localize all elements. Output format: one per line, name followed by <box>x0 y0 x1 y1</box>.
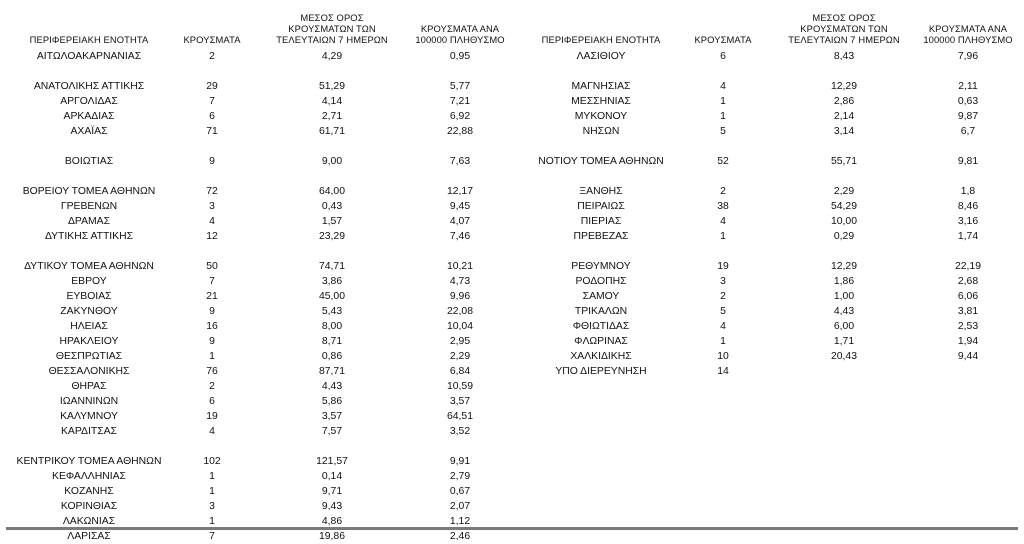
cell-avg7: 8,43 <box>833 51 855 62</box>
cell-cases: 4 <box>720 81 726 92</box>
spacer-row <box>0 64 516 79</box>
cell-avg7: 8,00 <box>321 321 343 332</box>
cell-avg7: 7,57 <box>321 426 343 437</box>
cell-per100k: 2,29 <box>449 351 471 362</box>
table-row <box>0 409 516 424</box>
cell-cases: 5 <box>720 126 726 137</box>
header-avg7-line2: ΚΡΟΥΣΜΑΤΩΝ ΤΩΝ <box>800 23 888 34</box>
cell-region: ΑΧΑΪΑΣ <box>70 126 108 137</box>
cell-cases: 76 <box>206 366 218 377</box>
cell-region: ΒΟΙΩΤΙΑΣ <box>64 156 114 167</box>
cell-cases: 9 <box>209 306 215 317</box>
table-row <box>0 184 516 199</box>
cell-avg7: 19,86 <box>318 531 345 542</box>
cell-avg7: 9,00 <box>321 156 343 167</box>
cell-avg7: 45,00 <box>318 291 345 302</box>
cell-per100k: 4,07 <box>449 216 471 227</box>
cell-cases: 1 <box>209 486 215 497</box>
cell-region: ΑΝΑΤΟΛΙΚΗΣ ΑΤΤΙΚΗΣ <box>33 81 145 92</box>
table-row <box>516 334 1022 349</box>
cell-region: ΔΡΑΜΑΣ <box>67 216 111 227</box>
table-row <box>516 319 1022 334</box>
cell-cases: 6 <box>720 51 726 62</box>
header-per100k-line1: ΚΡΟΥΣΜΑΤΑ ΑΝΑ <box>928 23 1008 34</box>
header-avg7 <box>774 12 914 45</box>
table-row <box>0 79 516 94</box>
cell-per100k: 9,81 <box>957 156 979 167</box>
table-row <box>0 364 516 379</box>
cell-cases: 2 <box>209 381 215 392</box>
cell-region: ΓΡΕΒΕΝΩΝ <box>60 201 118 212</box>
cell-region: ΚΟΖΑΝΗΣ <box>64 486 114 497</box>
header-avg7-line3: ΤΕΛΕΥΤΑΙΩΝ 7 ΗΜΕΡΩΝ <box>788 34 900 45</box>
cell-region: ΤΡΙΚΑΛΩΝ <box>574 306 628 317</box>
cell-per100k: 2,11 <box>958 81 978 92</box>
header-per100k-line1: ΚΡΟΥΣΜΑΤΑ ΑΝΑ <box>420 23 500 34</box>
table-row <box>0 319 516 334</box>
header-region-text: ΠΕΡΙΦΕΡΕΙΑΚΗ ΕΝΟΤΗΤΑ <box>29 34 149 45</box>
table-row <box>0 379 516 394</box>
cell-avg7: 0,43 <box>321 201 343 212</box>
table-row <box>0 394 516 409</box>
cell-per100k: 1,94 <box>957 336 979 347</box>
cell-region: ΗΛΕΙΑΣ <box>70 321 108 332</box>
header-cases-text: ΚΡΟΥΣΜΑΤΑ <box>183 34 241 45</box>
table-row <box>516 289 1022 304</box>
cell-per100k: 6,7 <box>960 126 976 137</box>
cell-per100k: 2,68 <box>957 276 979 287</box>
cell-cases: 16 <box>206 321 218 332</box>
cell-avg7: 1,86 <box>833 276 855 287</box>
cell-region: ΖΑΚΥΝΘΟΥ <box>60 306 118 317</box>
table-row <box>0 199 516 214</box>
cell-region: ΔΥΤΙΚΟΥ ΤΟΜΕΑ ΑΘΗΝΩΝ <box>24 261 154 272</box>
cell-per100k: 22,88 <box>446 126 473 137</box>
cell-avg7: 3,57 <box>321 411 343 422</box>
table-row <box>0 484 516 499</box>
cell-cases: 9 <box>209 336 215 347</box>
table-row <box>516 94 1022 109</box>
cell-per100k: 2,95 <box>449 336 471 347</box>
cell-per100k: 4,73 <box>449 276 471 287</box>
cell-cases: 2 <box>209 51 215 62</box>
spacer-row <box>516 244 1022 259</box>
cell-region: ΦΘΙΩΤΙΔΑΣ <box>572 321 630 332</box>
cell-region: ΝΟΤΙΟΥ ΤΟΜΕΑ ΑΘΗΝΩΝ <box>538 156 664 167</box>
table-row <box>0 229 516 244</box>
cell-per100k: 7,63 <box>449 156 471 167</box>
spacer-row <box>0 439 516 454</box>
cell-cases: 14 <box>717 366 729 377</box>
cell-cases: 9 <box>209 156 215 167</box>
cell-avg7: 20,43 <box>830 351 857 362</box>
cell-region: ΚΑΛΥΜΝΟΥ <box>60 411 118 422</box>
cell-region: ΙΩΑΝΝΙΝΩΝ <box>59 396 119 407</box>
cell-cases: 10 <box>717 351 729 362</box>
table-row <box>516 184 1022 199</box>
cell-per100k: 0,67 <box>449 486 471 497</box>
cell-avg7: 23,29 <box>318 231 345 242</box>
cell-avg7: 5,43 <box>321 306 343 317</box>
cell-per100k: 7,96 <box>957 51 979 62</box>
table-row <box>516 259 1022 274</box>
table-header-right <box>516 0 1022 48</box>
cell-avg7: 8,71 <box>321 336 343 347</box>
cell-cases: 1 <box>209 516 215 527</box>
cell-per100k: 9,87 <box>957 111 979 122</box>
cell-cases: 21 <box>206 291 218 302</box>
cell-avg7: 3,86 <box>321 276 343 287</box>
cell-cases: 3 <box>209 201 215 212</box>
cell-avg7: 4,29 <box>321 51 343 62</box>
cell-cases: 2 <box>720 186 726 197</box>
cell-cases: 1 <box>209 471 215 482</box>
table-row <box>0 304 516 319</box>
cell-region: ΥΠΟ ΔΙΕΡΕΥΝΗΣΗ <box>555 366 647 377</box>
cell-avg7: 54,29 <box>830 201 857 212</box>
table-row <box>516 124 1022 139</box>
cell-region: ΑΡΚΑΔΙΑΣ <box>63 111 115 122</box>
cell-per100k: 9,91 <box>449 456 471 467</box>
cell-region: ΦΛΩΡΙΝΑΣ <box>574 336 628 347</box>
cell-avg7: 74,71 <box>318 261 345 272</box>
cell-avg7: 2,14 <box>833 111 855 122</box>
cell-per100k: 5,77 <box>449 81 471 92</box>
cell-avg7: 4,43 <box>833 306 855 317</box>
cell-per100k: 9,44 <box>957 351 979 362</box>
table-row <box>0 499 516 514</box>
cell-cases: 1 <box>720 111 726 122</box>
cell-per100k: 1,8 <box>960 186 976 197</box>
cell-region: ΚΕΦΑΛΛΗΝΙΑΣ <box>52 471 126 482</box>
cell-cases: 7 <box>209 276 215 287</box>
cell-region: ΕΒΡΟΥ <box>71 276 107 287</box>
cell-cases: 4 <box>720 216 726 227</box>
cell-avg7: 6,00 <box>833 321 855 332</box>
cell-avg7: 2,71 <box>321 111 343 122</box>
header-per100k <box>405 23 515 45</box>
cell-cases: 7 <box>209 531 215 542</box>
table-row <box>516 199 1022 214</box>
table-row <box>0 289 516 304</box>
cell-region: ΞΑΝΘΗΣ <box>579 186 623 197</box>
cell-avg7: 0,86 <box>321 351 343 362</box>
cell-cases: 1 <box>720 231 726 242</box>
table-row <box>0 469 516 484</box>
cell-cases: 1 <box>720 96 726 107</box>
cell-cases: 6 <box>209 396 215 407</box>
cell-cases: 4 <box>209 426 215 437</box>
cell-avg7: 2,29 <box>833 186 855 197</box>
cell-region: ΠΡΕΒΕΖΑΣ <box>573 231 629 242</box>
spacer-row <box>516 64 1022 79</box>
cell-cases: 50 <box>206 261 218 272</box>
cell-region: ΗΡΑΚΛΕΙΟΥ <box>59 336 119 347</box>
cell-region: ΛΑΣΙΘΙΟΥ <box>576 51 626 62</box>
table-row <box>516 304 1022 319</box>
cell-region: ΧΑΛΚΙΔΙΚΗΣ <box>570 351 632 362</box>
cell-avg7: 61,71 <box>318 126 345 137</box>
cell-region: ΜΑΓΝΗΣΙΑΣ <box>571 81 631 92</box>
header-cases <box>170 34 254 45</box>
cell-region: ΚΑΡΔΙΤΣΑΣ <box>61 426 117 437</box>
table-row <box>0 349 516 364</box>
header-avg7-line2: ΚΡΟΥΣΜΑΤΩΝ ΤΩΝ <box>288 23 376 34</box>
cell-region: ΛΑΡΙΣΑΣ <box>67 531 111 542</box>
cell-cases: 102 <box>203 456 221 467</box>
cell-per100k: 9,96 <box>449 291 471 302</box>
cell-avg7: 1,00 <box>833 291 855 302</box>
cell-region: ΛΑΚΩΝΙΑΣ <box>62 516 116 527</box>
spacer-row <box>0 139 516 154</box>
header-per100k <box>914 23 1022 45</box>
header-avg7 <box>262 12 402 45</box>
cell-per100k: 2,79 <box>449 471 471 482</box>
header-avg7-line1: ΜΕΣΟΣ ΟΡΟΣ <box>812 12 876 23</box>
cell-per100k: 6,84 <box>449 366 471 377</box>
cell-per100k: 2,53 <box>957 321 979 332</box>
cell-region: ΘΕΣΠΡΩΤΙΑΣ <box>55 351 123 362</box>
cell-per100k: 1,74 <box>957 231 979 242</box>
cell-avg7: 55,71 <box>830 156 857 167</box>
cell-cases: 4 <box>209 216 215 227</box>
table-row <box>0 454 516 469</box>
cell-avg7: 2,86 <box>833 96 855 107</box>
cell-region: ΘΕΣΣΑΛΟΝΙΚΗΣ <box>48 366 130 377</box>
header-per100k-line2: 100000 ΠΛΗΘΥΣΜΟ <box>923 34 1013 45</box>
cell-avg7: 0,14 <box>321 471 343 482</box>
cell-per100k: 3,57 <box>449 396 471 407</box>
cell-avg7: 5,86 <box>321 396 343 407</box>
cell-region: ΑΡΓΟΛΙΔΑΣ <box>60 96 118 107</box>
spacer-row <box>516 139 1022 154</box>
cell-region: ΠΙΕΡΙΑΣ <box>580 216 622 227</box>
table-row <box>0 259 516 274</box>
table-row <box>0 94 516 109</box>
cell-per100k: 6,92 <box>449 111 471 122</box>
cell-per100k: 7,21 <box>449 96 471 107</box>
cell-avg7: 121,57 <box>316 456 348 467</box>
cell-per100k: 10,04 <box>446 321 473 332</box>
cell-region: ΚΟΡΙΝΘΙΑΣ <box>60 501 118 512</box>
cell-region: ΚΕΝΤΡΙΚΟΥ ΤΟΜΕΑ ΑΘΗΝΩΝ <box>16 456 162 467</box>
cell-per100k: 22,19 <box>954 261 981 272</box>
cell-cases: 6 <box>209 111 215 122</box>
cell-cases: 7 <box>209 96 215 107</box>
table-row <box>516 214 1022 229</box>
table-row <box>516 49 1022 64</box>
cell-region: ΜΥΚΟΝΟΥ <box>574 111 628 122</box>
cell-cases: 71 <box>206 126 218 137</box>
cell-per100k: 8,46 <box>957 201 979 212</box>
table-row <box>516 364 1022 379</box>
table-header-left <box>0 0 516 48</box>
table-row <box>0 274 516 289</box>
table-row <box>516 109 1022 124</box>
cell-cases: 52 <box>717 156 729 167</box>
cell-cases: 5 <box>720 306 726 317</box>
cell-avg7: 3,14 <box>833 126 855 137</box>
cell-per100k: 3,52 <box>449 426 471 437</box>
header-region <box>4 34 174 45</box>
cell-per100k: 6,06 <box>957 291 979 302</box>
header-region-text: ΠΕΡΙΦΕΡΕΙΑΚΗ ΕΝΟΤΗΤΑ <box>541 34 661 45</box>
header-per100k-line2: 100000 ΠΛΗΘΥΣΜΟ <box>415 34 505 45</box>
cell-avg7: 4,14 <box>321 96 343 107</box>
cell-cases: 12 <box>206 231 218 242</box>
cell-region: ΠΕΙΡΑΙΩΣ <box>577 201 625 212</box>
cell-per100k: 12,17 <box>446 186 473 197</box>
cell-cases: 4 <box>720 321 726 332</box>
cell-region: ΡΕΘΥΜΝΟΥ <box>571 261 631 272</box>
cell-region: ΑΙΤΩΛΟΑΚΑΡΝΑΝΙΑΣ <box>36 51 142 62</box>
table-row <box>0 109 516 124</box>
cell-cases: 19 <box>206 411 218 422</box>
cell-region: ΔΥΤΙΚΗΣ ΑΤΤΙΚΗΣ <box>44 231 134 242</box>
cell-cases: 72 <box>206 186 218 197</box>
table-row <box>0 154 516 169</box>
cell-per100k: 7,46 <box>449 231 471 242</box>
cell-region: ΡΟΔΟΠΗΣ <box>575 276 627 287</box>
spacer-row <box>0 169 516 184</box>
cell-avg7: 4,86 <box>321 516 343 527</box>
cell-avg7: 12,29 <box>830 81 857 92</box>
cell-per100k: 64,51 <box>446 411 473 422</box>
table-row <box>0 49 516 64</box>
table-row <box>0 424 516 439</box>
cell-avg7: 9,71 <box>321 486 343 497</box>
cell-per100k: 10,21 <box>446 261 473 272</box>
cell-avg7: 9,43 <box>321 501 343 512</box>
cell-per100k: 9,45 <box>449 201 471 212</box>
spacer-row <box>516 169 1022 184</box>
table-row <box>516 274 1022 289</box>
bottom-divider <box>6 527 1018 530</box>
header-avg7-line3: ΤΕΛΕΥΤΑΙΩΝ 7 ΗΜΕΡΩΝ <box>276 34 388 45</box>
spacer-row <box>0 244 516 259</box>
table-row <box>0 124 516 139</box>
header-avg7-line1: ΜΕΣΟΣ ΟΡΟΣ <box>300 12 364 23</box>
table-row <box>516 79 1022 94</box>
table-row <box>0 529 516 544</box>
cell-region: ΣΑΜΟΥ <box>582 291 620 302</box>
cell-per100k: 0,63 <box>957 96 979 107</box>
table-row <box>516 349 1022 364</box>
cell-per100k: 0,95 <box>449 51 471 62</box>
table-row <box>0 334 516 349</box>
cell-avg7: 51,29 <box>318 81 345 92</box>
cell-cases: 29 <box>206 81 218 92</box>
cell-per100k: 2,07 <box>449 501 471 512</box>
cell-cases: 3 <box>209 501 215 512</box>
cell-per100k: 3,81 <box>957 306 979 317</box>
cell-avg7: 87,71 <box>318 366 345 377</box>
cell-per100k: 2,46 <box>449 531 471 542</box>
cell-cases: 19 <box>717 261 729 272</box>
cell-region: ΕΥΒΟΙΑΣ <box>66 291 112 302</box>
cell-avg7: 4,43 <box>321 381 343 392</box>
cell-avg7: 1,71 <box>833 336 855 347</box>
table-row <box>516 229 1022 244</box>
cell-avg7: 64,00 <box>318 186 345 197</box>
cell-avg7: 12,29 <box>830 261 857 272</box>
header-cases-text: ΚΡΟΥΣΜΑΤΑ <box>694 34 752 45</box>
cell-per100k: 1,12 <box>449 516 471 527</box>
header-region <box>518 34 684 45</box>
cell-cases: 1 <box>720 336 726 347</box>
cell-cases: 1 <box>209 351 215 362</box>
cell-cases: 2 <box>720 291 726 302</box>
cell-region: ΝΗΣΩΝ <box>582 126 620 137</box>
cell-region: ΒΟΡΕΙΟΥ ΤΟΜΕΑ ΑΘΗΝΩΝ <box>22 186 156 197</box>
cell-per100k: 10,59 <box>446 381 473 392</box>
table-row <box>516 154 1022 169</box>
cell-cases: 3 <box>720 276 726 287</box>
cell-per100k: 3,16 <box>957 216 979 227</box>
cell-region: ΜΕΣΣΗΝΙΑΣ <box>571 96 631 107</box>
cell-avg7: 1,57 <box>321 216 343 227</box>
cell-region: ΘΗΡΑΣ <box>71 381 107 392</box>
cell-avg7: 0,29 <box>833 231 855 242</box>
table-row <box>0 214 516 229</box>
cell-avg7: 10,00 <box>830 216 857 227</box>
cell-per100k: 22,08 <box>446 306 473 317</box>
cell-cases: 38 <box>717 201 729 212</box>
header-cases <box>682 34 764 45</box>
